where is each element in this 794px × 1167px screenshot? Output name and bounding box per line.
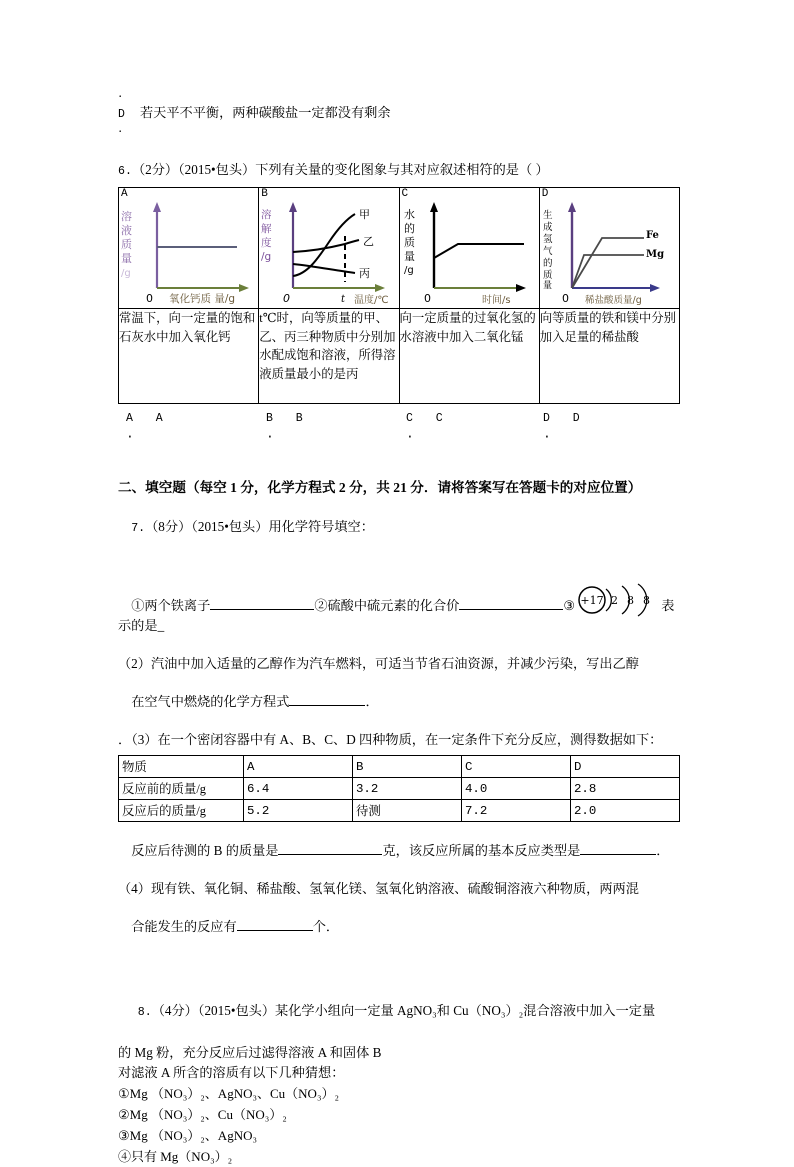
item1-label-c: ③: [563, 598, 576, 613]
graph-desc-c: 向一定质量的过氧化氢的水溶液中加入二氧化锰: [399, 309, 539, 404]
description-row: [119, 309, 680, 404]
option-d-letter: D: [118, 108, 125, 121]
blank-reaction-type[interactable]: [580, 841, 656, 855]
svg-text:量: 量: [403, 250, 415, 263]
section-2-heading: 二、填空题（每空 1 分，化学方程式 2 分，共 21 分．请将答案写在答题卡的对应位置）: [118, 480, 642, 495]
graph-letter-b: B: [261, 188, 268, 200]
graph-cell-a: [119, 188, 259, 309]
question-7-after-table: [118, 822, 680, 879]
chart-a: [119, 200, 259, 306]
svg-text:液: 液: [121, 224, 132, 237]
blank-reaction-count[interactable]: [237, 917, 313, 931]
after-table-label-b: 克，该反应所属的基本反应类型是: [382, 843, 581, 858]
question-8-line2: 的 Mg 粉，充分反应后过滤得溶液 A 和固体 B: [118, 1045, 382, 1060]
atom-nucleus-charge: +17: [580, 594, 604, 607]
graph-letter-c: C: [401, 188, 409, 200]
atom-diagram: [575, 594, 661, 616]
document-content: [118, 90, 680, 1167]
chart-c: [400, 200, 540, 306]
question-7-item-2-line1: （2）汽油中加入适量的乙醇作为汽车燃料，可适当节省石油资源，并减少污染，写出乙醇: [118, 656, 639, 671]
bullet-dot-top: ·: [118, 89, 123, 104]
cell-before-b: 3.2: [353, 778, 462, 800]
svg-text:水: 水: [403, 208, 415, 221]
guess-item-1: ①Mg （NO₃）₂、AgNO₃、Cu（NO₃）₂: [118, 1086, 340, 1101]
svg-text:解: 解: [261, 223, 272, 235]
item1-label-a: ①两个铁离子: [131, 598, 211, 613]
item1-label-b: ②硫酸中硫元素的化合价: [314, 598, 460, 613]
answer-c-label: C C: [406, 412, 451, 425]
svg-text:氧化钙质 量/g: 氧化钙质 量/g: [169, 293, 236, 305]
question-6-points: （2分）: [131, 162, 179, 177]
header-c: C: [462, 756, 571, 778]
svg-text:质: 质: [542, 270, 553, 281]
reaction-data-table: [118, 755, 680, 822]
svg-text:0: 0: [561, 292, 569, 305]
answer-a-dot: ·: [126, 429, 134, 444]
svg-text:Fe: Fe: [645, 230, 659, 241]
question-7-stem: 7.（8分）（2015•包头）用化学符号填空：: [131, 519, 374, 535]
svg-text:/g: /g: [121, 268, 131, 279]
answer-b-dot: ·: [266, 429, 274, 444]
answer-a-label: A A: [126, 412, 171, 425]
graph-desc-d: 向等质量的铁和镁中分别加入足量的稀盐酸: [539, 309, 679, 404]
graph-cell-c: [399, 188, 539, 309]
blank-sulfur-valence[interactable]: [459, 596, 563, 610]
svg-text:生: 生: [542, 210, 553, 221]
question-8-source: （2015•包头）: [197, 1003, 276, 1018]
item2-period: ．: [365, 694, 379, 709]
graph-cell-d: [539, 188, 679, 309]
question-6-number: 6: [118, 165, 125, 178]
svg-text:的: 的: [542, 258, 553, 269]
svg-text:量: 量: [542, 281, 552, 291]
answer-choice-b[interactable]: [266, 412, 311, 444]
question-6-answers: [118, 412, 680, 448]
cell-before-a: 6.4: [244, 778, 353, 800]
chart-b: [259, 200, 399, 306]
cell-after-b: 待测: [353, 800, 462, 822]
cell-after-a: 5.2: [244, 800, 353, 822]
question-7-source: （2015•包头）: [191, 519, 269, 534]
header-d: D: [571, 756, 680, 778]
option-d-text: 若天平不平衡，两种碳酸盐一定都没有剩余: [140, 105, 391, 120]
svg-text:0: 0: [423, 292, 431, 305]
svg-text:稀盐酸质量/g: 稀盐酸质量/g: [584, 295, 642, 306]
answer-c-dot: ·: [406, 429, 414, 444]
graph-row: [119, 188, 680, 309]
bullet-dot-after: ·: [118, 124, 123, 139]
blank-b-mass[interactable]: [278, 841, 382, 855]
question-6-text: 下列有关量的变化图象与其对应叙述相符的是（ ）: [255, 162, 549, 177]
question-6-stem: 6.（2分）（2015•包头）下列有关量的变化图象与其对应叙述相符的是（ ）: [118, 162, 549, 178]
item1-label-d: 表示的是: [118, 598, 675, 633]
question-7-text: 用化学符号填空：: [268, 519, 374, 534]
cell-before-d: 2.8: [571, 778, 680, 800]
svg-text:t: t: [341, 294, 346, 305]
answer-choice-a[interactable]: [126, 412, 171, 444]
question-8-line3: 对滤液 A 所含的溶质有以下几种猜想：: [118, 1065, 345, 1080]
question-6-graph-table: [118, 187, 680, 404]
item2-label: 在空气中燃烧的化学方程式: [131, 694, 290, 709]
question-8: [118, 981, 680, 1167]
question-7-item-2-line2: [118, 673, 680, 730]
svg-text:温度/℃: 温度/℃: [354, 295, 389, 306]
question-7-points: （8分）: [145, 519, 192, 534]
cell-before-c: 4.0: [462, 778, 571, 800]
svg-text:质: 质: [403, 236, 415, 249]
svg-text:量: 量: [121, 252, 132, 265]
question-7-item-3: ．（3）在一个密闭容器中有 A、B、C、D 四种物质，在一定条件下充分反应，测得数据如下：: [118, 732, 663, 747]
cell-after-d: 2.0: [571, 800, 680, 822]
question-8-text1: 某化学小组向一定量 AgNO₃和 Cu（NO₃）₂混合溶液中加入一定量: [275, 1003, 656, 1018]
header-b: B: [353, 756, 462, 778]
answer-b-label: B B: [266, 412, 311, 425]
blank-iron-ion[interactable]: [210, 596, 314, 610]
row-label-after: 反应后的质量/g: [119, 800, 244, 822]
question-8-line1: 8.（4分）（2015•包头）某化学小组向一定量 AgNO₃和 Cu（NO₃）₂混合溶液中加入一定量: [137, 1003, 656, 1019]
question-7-number: 7: [131, 522, 139, 535]
after-table-label-a: 反应后待测的 B 的质量是: [131, 843, 279, 858]
question-7-item-4-line1: （4）现有铁、氧化铜、稀盐酸、氢氧化镁、氢氧化钠溶液、硫酸铜溶液六种物质，两两混: [118, 881, 639, 896]
header-substance: 物质: [119, 756, 244, 778]
graph-letter-a: A: [121, 188, 128, 200]
atom-shell-3: 8: [643, 594, 651, 607]
svg-text:/g: /g: [403, 265, 414, 276]
question-8-number: 8: [137, 1006, 145, 1019]
table-header-row: [119, 756, 680, 778]
svg-text:甲: 甲: [359, 208, 371, 221]
answer-d-dot: ·: [543, 429, 551, 444]
guess-item-2: ②Mg （NO₃）₂、Cu（NO₃）₂: [118, 1107, 287, 1122]
answer-d-label: D D: [543, 412, 588, 425]
row-label-before: 反应前的质量/g: [119, 778, 244, 800]
svg-text:Mg: Mg: [645, 249, 664, 260]
header-a: A: [244, 756, 353, 778]
answer-choice-d[interactable]: [543, 412, 588, 444]
table-row: [119, 778, 680, 800]
guess-item-4: ④只有 Mg（NO₃）₂: [118, 1149, 233, 1164]
svg-text:0: 0: [283, 292, 291, 305]
svg-text:质: 质: [121, 238, 132, 251]
graph-desc-a: 常温下，向一定量的饱和石灰水中加入氧化钙: [119, 309, 259, 404]
after-table-period: ．: [656, 843, 670, 858]
blank-ethanol-equation[interactable]: [289, 692, 365, 706]
chart-d: [540, 200, 680, 306]
svg-text:的: 的: [403, 222, 415, 235]
atom-shell-1: 2: [611, 594, 619, 607]
question-6-source: （2015•包头）: [178, 162, 256, 177]
graph-letter-d: D: [541, 188, 549, 200]
graph-cell-b: [259, 188, 399, 309]
question-7-item-4-line2: [118, 898, 680, 955]
cell-after-c: 7.2: [462, 800, 571, 822]
svg-text:度: 度: [261, 237, 272, 249]
svg-text:氢: 氢: [542, 234, 553, 245]
item4-suffix: 个．: [312, 919, 340, 934]
svg-text:气: 气: [542, 246, 553, 257]
option-d-row: [118, 103, 680, 125]
guess-item-3: ③Mg （NO₃）₂、AgNO₃: [118, 1128, 258, 1143]
atom-shell-2: 8: [627, 594, 635, 607]
svg-text:/g: /g: [261, 251, 272, 263]
chlorine-atom-svg: [575, 578, 661, 622]
graph-desc-b: t℃时，向等质量的甲、乙、丙三种物质中分别加水配成饱和溶液，所得溶液质量最小的是丙: [259, 309, 399, 404]
table-row: [119, 800, 680, 822]
question-8-points: （4分）: [151, 1003, 198, 1018]
question-7-item-1: [118, 577, 680, 654]
svg-text:溶: 溶: [261, 209, 272, 221]
svg-text:乙: 乙: [363, 235, 375, 248]
item4-label: 合能发生的反应有: [131, 919, 237, 934]
item1-tail: _: [157, 618, 165, 633]
answer-choice-c[interactable]: [406, 412, 451, 444]
svg-text:0: 0: [146, 292, 153, 305]
svg-text:成: 成: [542, 222, 553, 233]
svg-text:溶: 溶: [121, 210, 132, 223]
svg-text:丙: 丙: [359, 267, 371, 280]
svg-text:时间/s: 时间/s: [481, 295, 511, 306]
